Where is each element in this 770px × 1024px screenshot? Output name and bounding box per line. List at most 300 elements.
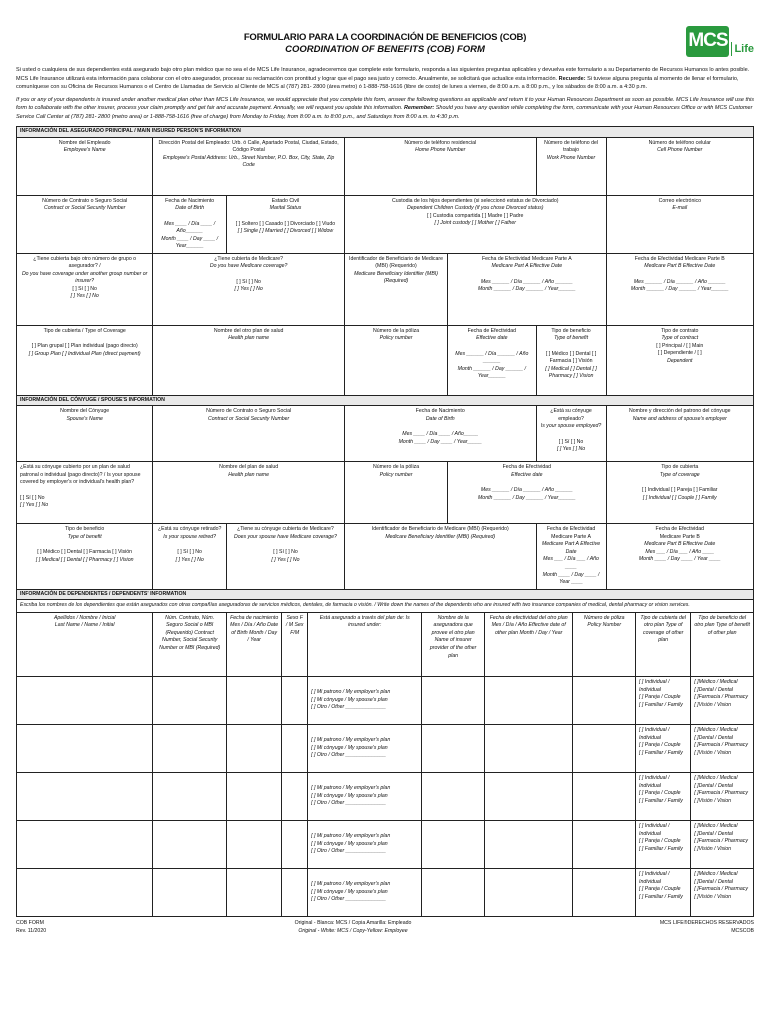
col-policy: Número de póliza Policy Number (573, 612, 636, 676)
benefit-options-es[interactable]: [ ] Médico [ ] Dental [ ] Farmacia [ ] Visión (545, 350, 597, 365)
col-effective-date: Fecha de efectividad del otro plan Mes / Día / Año Effective date of other plan Month / Day / Year (484, 612, 572, 676)
coverage-options-en[interactable]: [ ] Individual [ ] Couple [ ] Family (642, 494, 717, 501)
label-es: ¿Está su cónyuge empleado? (550, 408, 592, 422)
spouse-policy-field[interactable] (344, 462, 447, 524)
yes-no-es[interactable]: [ ] Sí [ ] No (558, 438, 584, 445)
dep-coverage-cell[interactable] (636, 821, 691, 869)
marital-options-es[interactable]: [ ] Soltero [ ] Casado [ ] Divorciado [ ] Viudo (235, 220, 336, 227)
table-row (17, 773, 754, 821)
spouse-medicare-part-a-field[interactable] (536, 524, 606, 589)
label-es-2: Medicare Parte B (659, 533, 700, 540)
dependents-header-row (17, 612, 754, 676)
coverage-options-en[interactable]: [ ] Group Plan [ ] Individual Plan (direct payment) (28, 350, 141, 357)
spouse-medicare-part-b-field[interactable] (606, 524, 753, 589)
dep-name-cell[interactable] (17, 773, 153, 821)
label-en: Dependent Children Custody (if you chose Divorced status) (407, 205, 544, 212)
date-format-en: Month ____ / Day ____ / Year ____ (542, 571, 600, 586)
footer-left (16, 920, 46, 936)
label-es: Fecha de Efectividad (546, 526, 596, 533)
label-es: Custodia de los hijos dependientes (si seleccionó estatus de Divorciado) (392, 197, 559, 204)
mcs-logo-mark: MCS (686, 26, 729, 57)
dep-policy-cell[interactable] (573, 677, 636, 725)
col-dob: Fecha de nacimiento Mes / Día / Año Date of Birth Month / Day / Year (227, 612, 282, 676)
benefit-option[interactable]: [ ]Visión / Vision (694, 797, 732, 804)
col-benefit-type: Tipo de beneficio del otro plan Type of benefit of other plan (691, 612, 754, 676)
dep-dob-cell[interactable] (227, 869, 282, 917)
label-es: ¿Tiene cubierta bajo otro número de grupo o asegurador? / (33, 255, 137, 270)
contract-main-option[interactable]: [ ] Principal / [ ] Main (656, 342, 704, 349)
label-es: Fecha de Nacimiento (165, 197, 215, 204)
benefit-option[interactable]: [ ]Dental / Dental (694, 734, 733, 741)
label-en: Cell Phone Number (657, 147, 703, 154)
dep-name-cell[interactable] (17, 677, 153, 725)
coverage-option[interactable]: [ ] Individual / (639, 823, 670, 830)
spouse-retired-question[interactable] (153, 524, 227, 589)
label-es: ¿Tiene cubierta de Medicare? (214, 255, 283, 262)
yes-no-en[interactable]: [ ] Yes [ ] No (175, 556, 204, 563)
dep-policy-cell[interactable] (573, 725, 636, 773)
dep-benefit-cell[interactable] (691, 677, 754, 725)
dep-effective-cell[interactable] (484, 821, 572, 869)
spouse-plan-name-field[interactable] (153, 462, 345, 524)
effective-date-field[interactable] (448, 325, 536, 395)
dep-through-cell[interactable] (308, 725, 422, 773)
yes-no-es[interactable]: [ ] Sí [ ] No (177, 549, 202, 556)
dep-benefit-cell[interactable] (691, 869, 754, 917)
coverage-option[interactable]: [ ] Pareja / Couple (639, 838, 681, 845)
dep-insurer-cell[interactable] (422, 869, 485, 917)
mbi-field[interactable] (344, 253, 447, 325)
label-en: Is your spouse retired? (163, 533, 217, 540)
dep-benefit-cell[interactable] (691, 725, 754, 773)
label-en: Medicare Part B Effective Date (644, 541, 716, 548)
label-es: Tipo de cubierta (661, 464, 699, 471)
other-coverage-question[interactable] (17, 253, 153, 325)
title-english: COORDINATION OF BENEFITS (COB) FORM (285, 44, 485, 55)
label-es: Nombre del Empleado (58, 139, 111, 146)
form-header (16, 18, 754, 62)
custody-field[interactable] (344, 195, 606, 253)
date-format-es: Mes ____ / Día ____ / Año_____ (402, 431, 479, 438)
label-en: Medicare Part A Effective Date (541, 541, 601, 555)
benefit-option[interactable]: [ ]Visión / Vision (694, 749, 732, 756)
table-row (17, 821, 754, 869)
spouse-medicare-question[interactable] (227, 524, 345, 589)
benefit-option[interactable]: [ ]Dental / Dental (694, 686, 733, 693)
date-format-es: Mes ___ / Día ___ / Año ____ (543, 556, 599, 570)
dep-coverage-cell[interactable] (636, 725, 691, 773)
coverage-option[interactable]: Individual (639, 830, 661, 837)
label-en: Marital Status (269, 205, 302, 212)
intro-es-remember: Recuerde: (558, 75, 586, 82)
benefit-option[interactable]: [ ]Dental / Dental (694, 782, 733, 789)
insured-through-option[interactable]: [ ] Otro / Other ______________ (311, 704, 387, 711)
yes-no-en[interactable]: [ ] Yes [ ] No (234, 286, 263, 293)
coverage-option[interactable]: [ ] Familiar / Family (639, 845, 683, 852)
dep-benefit-cell[interactable] (691, 821, 754, 869)
label-es: Número de teléfono celular (648, 139, 711, 146)
label-es: Nombre del Cónyuge (60, 408, 110, 415)
dep-coverage-cell[interactable] (636, 773, 691, 821)
dep-dob-cell[interactable] (227, 725, 282, 773)
label-en: Policy number (379, 471, 413, 478)
dep-through-cell[interactable] (308, 821, 422, 869)
coverage-option[interactable]: Individual (639, 782, 661, 789)
insured-through-option[interactable]: [ ] Mi patrono / My employer's plan (311, 689, 391, 696)
form-footer (16, 920, 754, 936)
intro-en-text: If you or any of your dependents is insured under another medical plan other than MCS Life Insurance, we would appreciate that you complete this form, answer the following questions as applicable and return it to your Human Resources Department as soon as possible. MCS Life Insurance will use this form to collaborate with the other insurer, process your claim promptly and get fair and accurate payment. Annually, we will request you update this information. (16, 96, 755, 112)
insured-through-option[interactable]: [ ] Otro / Other ______________ (311, 896, 387, 903)
date-format-en: Month ______ / Day ______ / Year______ (477, 286, 576, 293)
label-en: Spouse's Name (66, 415, 103, 422)
label-es: Tipo de contrato (661, 327, 699, 334)
benefit-option[interactable]: [ ]Dental / Dental (694, 830, 733, 837)
dependents-section-header: INFORMACIÓN DE DEPENDIENTES / DEPENDENTS' INFORMATION (17, 589, 754, 600)
label-en: Work Phone Number (546, 154, 596, 161)
dep-sex-cell[interactable] (282, 869, 308, 917)
dep-insurer-cell[interactable] (422, 773, 485, 821)
cob-form-table (16, 126, 754, 613)
coverage-option[interactable]: [ ] Pareja / Couple (639, 790, 681, 797)
label-en: Is your spouse employed? (540, 423, 602, 430)
copies-en: Original - White: MCS / Copy-Yellow: Employee (298, 927, 408, 934)
dep-insurer-cell[interactable] (422, 725, 485, 773)
custody-options-en[interactable]: [ ] Joint custody [ ] Mother [ ] Father (434, 220, 517, 227)
benefit-option[interactable]: [ ]Farmacia / Pharmacy (694, 742, 748, 749)
custody-options-es[interactable]: [ ] Custodia compartida [ ] Madre [ ] Padre (427, 212, 524, 219)
dob-field[interactable] (153, 195, 227, 253)
intro-en-tail: Should you have any question while completing the form, communicate with your Human Resources Office or with MCS Customer Service Call Center at (787) 281- 2800 (metro area) or 1-888-758-1616 (free of charge) from Monday to Friday, from 8:00 a.m. to 8:00 p.m., and Saturdays from 8:00 a.m. to 4:30 p.m. (16, 105, 753, 120)
benefit-option[interactable]: [ ]Visión / Vision (694, 845, 732, 852)
coverage-option[interactable]: [ ] Familiar / Family (639, 749, 683, 756)
benefit-option[interactable]: [ ]Médico / Medical (694, 823, 738, 830)
yes-no-es[interactable]: [ ] Sí [ ] No (72, 285, 97, 292)
spouse-employer-field[interactable] (606, 406, 753, 462)
dep-insurer-cell[interactable] (422, 821, 485, 869)
label-es-2: Medicare Parte A (551, 533, 591, 540)
dep-sex-cell[interactable] (282, 677, 308, 725)
benefit-option[interactable]: [ ]Médico / Medical (694, 679, 738, 686)
col-insurer: Nombre de la aseguradora que provee el otro plan Name of insurer provider of the other plan (422, 612, 485, 676)
insured-through-option[interactable]: [ ] Mi cónyuge / My spouse's plan (311, 888, 388, 895)
footer-right (660, 920, 754, 936)
marital-options-en[interactable]: [ ] Single [ ] Married [ ] Divorced [ ] Widow (237, 228, 334, 235)
date-format-en: Month ____ / Day ____ / Year_____ (398, 438, 482, 445)
insured-through-option[interactable]: [ ] Mi cónyuge / My spouse's plan (311, 792, 388, 799)
label-es: Número de la póliza (372, 464, 420, 471)
footer-center (295, 920, 412, 936)
spouse-coverage-question[interactable] (17, 462, 153, 524)
dep-name-cell[interactable] (17, 821, 153, 869)
dep-through-cell[interactable] (308, 773, 422, 821)
dep-policy-cell[interactable] (573, 773, 636, 821)
yes-no-en[interactable]: [ ] Yes [ ] No (271, 556, 300, 563)
label-en: Type of coverage (659, 471, 700, 478)
label-es: Número de la póliza (372, 327, 420, 334)
col-contract: Núm. Contrato, Núm. Seguro Social o MBI (Requerido) Contract Number, Social Security Number or MBI (Required) (153, 612, 227, 676)
home-phone-field[interactable] (344, 137, 536, 195)
coverage-options-es[interactable]: [ ] Plan grupal [ ] Plan individual (pago directo) (31, 343, 138, 350)
date-format-es: Mes ______ / Día ______ / Año ______ (480, 487, 573, 494)
label: ¿Está su cónyuge cubierto por un plan de salud patronal o individual (pago directo)? / Is your spouse covered by employer's or individual's health plan? (20, 464, 141, 486)
label-es: Fecha de Efectividad Medicare Parte A (481, 255, 572, 262)
coverage-option[interactable]: [ ] Individual / (639, 727, 670, 734)
dep-effective-cell[interactable] (484, 725, 572, 773)
benefit-option[interactable]: [ ]Farmacia / Pharmacy (694, 694, 748, 701)
label-en: Date of Birth (425, 415, 455, 422)
contract-type-field[interactable] (606, 325, 753, 395)
dep-effective-cell[interactable] (484, 869, 572, 917)
label-en: Do you have coverage under another group number or insurer? (21, 270, 148, 285)
table-row (17, 869, 754, 917)
coverage-option[interactable]: Individual (639, 878, 661, 885)
dep-name-cell[interactable] (17, 725, 153, 773)
yes-no-en[interactable]: [ ] Yes [ ] No (20, 502, 49, 509)
email-field[interactable] (606, 195, 753, 253)
benefit-option[interactable]: [ ]Farmacia / Pharmacy (694, 838, 748, 845)
work-phone-field[interactable] (536, 137, 606, 195)
label-en: Employee's Name (63, 147, 106, 154)
cob-form-page (16, 18, 754, 936)
intro-spanish (16, 66, 754, 92)
dep-contract-cell[interactable] (153, 773, 227, 821)
col-insured-through: Está asegurado a través del plan de: Is insured under: (308, 612, 422, 676)
benefit-options-en[interactable]: [ ] Medical [ ] Dental [ ] Pharmacy [ ] Vision (35, 556, 134, 563)
coverage-option[interactable]: [ ] Pareja / Couple (639, 742, 681, 749)
logo-life-text: Life (731, 42, 754, 56)
dep-through-cell[interactable] (308, 677, 422, 725)
revision: Rev. 11/2020 (16, 927, 47, 934)
label-es: Dirección Postal del Empleado: Urb. ó Calle, Apartado Postal, Ciudad, Estado, Código Postal (158, 139, 339, 154)
coverage-option[interactable]: [ ] Familiar / Family (639, 893, 683, 900)
yes-no-en[interactable]: [ ] Yes [ ] No (556, 446, 586, 453)
coverage-option[interactable]: [ ] Individual / (639, 679, 670, 686)
dep-sex-cell[interactable] (282, 821, 308, 869)
coverage-option[interactable]: Individual (639, 734, 661, 741)
label-en: Medicare Beneficiary Identifier (MBI) (354, 270, 438, 277)
dep-dob-cell[interactable] (227, 677, 282, 725)
spouse-section-header: INFORMACIÓN DEL CÓNYUGE / SPOUSE'S INFORMATION (17, 395, 754, 406)
dep-sex-cell[interactable] (282, 725, 308, 773)
table-row (17, 725, 754, 773)
date-format-es: Mes ______ / Día ______ / Año ______ (633, 278, 726, 285)
date-format-es: Mes ______ / Día ______ / Año ______ (455, 350, 529, 365)
label-en: Does your spouse have Medicare coverage? (234, 533, 337, 540)
date-format-en: Month ____ / Day ____ / Year ____ (638, 556, 721, 563)
insured-through-option[interactable]: [ ] Otro / Other ______________ (311, 752, 387, 759)
form-name: COB FORM (16, 920, 44, 927)
label-es: Nombre del plan de salud (219, 464, 279, 471)
dep-contract-cell[interactable] (153, 677, 227, 725)
coverage-option[interactable]: [ ] Individual / (639, 871, 670, 878)
benefit-option[interactable]: [ ]Farmacia / Pharmacy (694, 790, 748, 797)
label-en: Effective date (511, 471, 543, 478)
dependents-instructions: Escriba los nombres de los dependientes que están asegurados con otras compañías aseguradoras de servicios médicos, dentales, de farmacia o visión. / Write down the names of the dependents who are insured with two insurance companies of medical, dental pharmacy or vision services. (17, 600, 754, 613)
yes-no-es[interactable]: [ ] Sí [ ] No (20, 494, 45, 501)
coverage-option[interactable]: [ ] Familiar / Family (639, 701, 683, 708)
dependents-rows (16, 676, 754, 917)
coverage-option[interactable]: [ ] Familiar / Family (639, 797, 683, 804)
benefit-option[interactable]: [ ]Farmacia / Pharmacy (694, 886, 748, 893)
dep-sex-cell[interactable] (282, 773, 308, 821)
label-en: Employee's Postal Address: Urb., Street Number, P.O. Box, City, State, Zip Code (162, 154, 335, 169)
intro-english (16, 96, 754, 122)
insured-through-option[interactable]: [ ] Mi cónyuge / My spouse's plan (311, 696, 388, 703)
date-format-es: Mes ______ / Día ______ / Año ______ (480, 278, 573, 285)
yes-no-es[interactable]: [ ] Sí [ ] No (236, 278, 261, 285)
insured-through-option[interactable]: [ ] Mi cónyuge / My spouse's plan (311, 744, 388, 751)
spouse-benefit-type-field[interactable] (17, 524, 153, 589)
label-es: Nombre y dirección del patrono del cónyuge (629, 408, 731, 415)
cell-phone-field[interactable] (606, 137, 753, 195)
medicare-part-b-field[interactable] (606, 253, 753, 325)
benefit-type-field[interactable] (536, 325, 606, 395)
coverage-option[interactable]: [ ] Individual / (639, 775, 670, 782)
employee-address-field[interactable] (153, 137, 345, 195)
col-sex: Sexo F / M Sex F/M (282, 612, 308, 676)
dep-name-cell[interactable] (17, 869, 153, 917)
employee-name-field[interactable] (17, 137, 153, 195)
benefit-option[interactable]: [ ]Dental / Dental (694, 878, 733, 885)
label-es: Tipo de beneficio (551, 327, 591, 334)
label-es: Fecha de Efectividad (467, 327, 517, 334)
coverage-option[interactable]: Individual (639, 686, 661, 693)
dep-dob-cell[interactable] (227, 773, 282, 821)
dep-contract-cell[interactable] (153, 869, 227, 917)
yes-no-es[interactable]: [ ] Sí [ ] No (273, 549, 298, 556)
label-en: Medicare Part B Effective Date (644, 263, 716, 270)
insured-through-option[interactable]: [ ] Mi cónyuge / My spouse's plan (311, 840, 388, 847)
label-en: Medicare Part A Effective Date (491, 263, 563, 270)
coverage-option[interactable]: [ ] Pareja / Couple (639, 694, 681, 701)
intro-en-remember: Remember: (403, 105, 435, 112)
label-en: Medicare Beneficiary Identifier (MBI) (Required) (385, 533, 496, 540)
date-format-en: Month ______ / Day ______ / Year______ (477, 494, 576, 501)
insured-through-option[interactable]: [ ] Otro / Other ______________ (311, 800, 387, 807)
medicare-question[interactable] (153, 253, 345, 325)
label-es: Número de Contrato o Seguro Social (42, 197, 128, 204)
label-en: Last Name / Name / Initial (54, 622, 115, 629)
spouse-employed-question[interactable] (536, 406, 606, 462)
spouse-contract-field[interactable] (153, 406, 345, 462)
insured-through-option[interactable]: [ ] Mi patrono / My employer's plan (311, 833, 391, 840)
label: Tipo de cubierta / Type of Coverage (43, 327, 126, 334)
benefit-option[interactable]: [ ]Visión / Vision (694, 701, 732, 708)
benefit-option[interactable]: [ ]Médico / Medical (694, 727, 738, 734)
insured-through-option[interactable]: [ ] Mi patrono / My employer's plan (311, 737, 391, 744)
label-es: Identificador de Beneficiario de Medicare (MBI) (Requerido) (371, 526, 509, 533)
benefit-options-en[interactable]: [ ] Medical [ ] Dental [ ] Pharmacy [ ] Vision (545, 365, 597, 380)
medicare-part-a-field[interactable] (448, 253, 606, 325)
label-en: Health plan name (228, 471, 269, 478)
dep-insurer-cell[interactable] (422, 677, 485, 725)
label-es: Número de Contrato o Seguro Social (206, 408, 292, 415)
coverage-option[interactable]: [ ] Pareja / Couple (639, 886, 681, 893)
insured-through-option[interactable]: [ ] Otro / Other ______________ (311, 848, 387, 855)
label-en: Name and address of spouse's employer (632, 415, 727, 422)
coverage-options-es[interactable]: [ ] Individual [ ] Pareja [ ] Familiar (642, 487, 718, 494)
benefit-option[interactable]: [ ]Médico / Medical (694, 871, 738, 878)
dep-policy-cell[interactable] (573, 821, 636, 869)
label-en: Contract or Social Security Number (207, 415, 290, 422)
dep-policy-cell[interactable] (573, 869, 636, 917)
label-es: Correo electrónico (658, 197, 701, 204)
label-en: Do you have Medicare coverage? (209, 263, 288, 270)
dependents-table (16, 612, 754, 677)
label-es: Fecha de Nacimiento (415, 408, 465, 415)
benefit-options-es[interactable]: [ ] Médico [ ] Dental [ ] Farmacia [ ] Visión (37, 549, 133, 556)
contract-ssn-field[interactable] (17, 195, 153, 253)
label-en: E-mail (672, 205, 688, 212)
contract-dependent-label: Dependent (667, 357, 693, 364)
dep-contract-cell[interactable] (153, 725, 227, 773)
label-es: Nombre del otro plan de salud (213, 327, 284, 334)
spouse-name-field[interactable] (17, 406, 153, 462)
dep-coverage-cell[interactable] (636, 869, 691, 917)
label-en: Effective date (476, 335, 508, 342)
coverage-type-field[interactable] (17, 325, 153, 395)
table-row (17, 677, 754, 725)
insured-through-option[interactable]: [ ] Mi patrono / My employer's plan (311, 785, 391, 792)
spouse-coverage-type-field[interactable] (606, 462, 753, 524)
label-en: Health plan name (228, 335, 269, 342)
label-es: Estado Civil (271, 197, 300, 204)
spouse-effective-date-field[interactable] (448, 462, 606, 524)
yes-no-en[interactable]: [ ] Yes [ ] No (70, 293, 99, 300)
insured-section-header: INFORMACIÓN DEL ASEGURADO PRINCIPAL / MAIN INSURED PERSON'S INFORMATION (17, 127, 754, 138)
policy-number-field[interactable] (344, 325, 447, 395)
label-en: Contract or Social Security Number (44, 205, 126, 212)
label-es: Fecha de Efectividad Medicare Parte B (634, 255, 725, 262)
label-es: Identificador de Beneficiario de Medicare (MBI) (Requerido) (349, 255, 444, 270)
required-note: (Required) (383, 278, 409, 285)
insured-through-option[interactable]: [ ] Mi patrono / My employer's plan (311, 881, 391, 888)
benefit-option[interactable]: [ ]Médico / Medical (694, 775, 738, 782)
benefit-option[interactable]: [ ]Visión / Vision (694, 893, 732, 900)
title-spanish: FORMULARIO PARA LA COORDINACIÓN DE BENEFICIOS (COB) (243, 32, 527, 43)
label-es: Apellidos / Nombre / Inicial (53, 614, 116, 621)
date-format-es: Mes ___ / Día ___ / Año ____ (645, 548, 715, 555)
dep-effective-cell[interactable] (484, 773, 572, 821)
dep-benefit-cell[interactable] (691, 773, 754, 821)
label-en: Type of benefit (67, 533, 102, 540)
other-plan-name-field[interactable] (153, 325, 345, 395)
dep-effective-cell[interactable] (484, 677, 572, 725)
label-es: Tipo de beneficio (65, 526, 105, 533)
dep-through-cell[interactable] (308, 869, 422, 917)
date-format-es: Mes ____ / Día ____ / Año______ (164, 220, 216, 235)
label-en: Date of Birth (175, 205, 205, 212)
dep-contract-cell[interactable] (153, 821, 227, 869)
label-es: ¿Está su cónyuge retirado? (157, 526, 222, 533)
col-coverage-type: Tipo de cubierta del otro plan Type of coverage of other plan (636, 612, 691, 676)
dep-dob-cell[interactable] (227, 821, 282, 869)
date-format-en: Month ______ / Day ______ / Year______ (630, 286, 729, 293)
date-format-en: Month ____ / Day ____ / Year______ (161, 235, 219, 250)
spouse-mbi-field[interactable] (344, 524, 536, 589)
intro-es-text: Si usted o cualquiera de sus dependientes está asegurado bajo otro plan médico que no sea el de MCS Life Insurance, agradeceremos que complete este formulario, responda a las siguientes preguntas aplicables y devuelva este formulario a su Departamento de Recursos Humanos lo antes posible. MCS Life Insurance utilizará esta información para colaborar con el otro asegurador, procesar su reclamación con prontitud y lograr que el pago sea justo y correcto. Anualmente, se solicitará que actualice esta información. (16, 67, 750, 82)
label-es: ¿Tiene su cónyuge cubierta de Medicare? (237, 526, 334, 533)
date-format-en: Month ______ / Day ______ / Year______ (457, 365, 526, 380)
dep-coverage-cell[interactable] (636, 677, 691, 725)
label-en: Type of benefit (554, 335, 589, 342)
contract-dependent-option[interactable]: [ ] Dependiente / [ ] (657, 350, 702, 357)
marital-status-field[interactable] (227, 195, 345, 253)
intro-es-tail: Si tuviese alguna pregunta al momento de llenar el formulario, comuníquese con su Oficina de Recursos Humanos o el Centro de Llamadas de Servicio al Cliente de MCS al (787) 281- 2800 (área metro) ó 1-888-758-1616 (libre de costo) de lunes a viernes, de 8:00 a.m. a 8:00 p.m., y los sábados de 8:00 a.m. a 4:30 p.m. (16, 75, 739, 91)
label-es: Número de teléfono del trabajo (544, 139, 599, 154)
mcs-life-logo (686, 26, 754, 57)
spouse-dob-field[interactable] (344, 406, 536, 462)
